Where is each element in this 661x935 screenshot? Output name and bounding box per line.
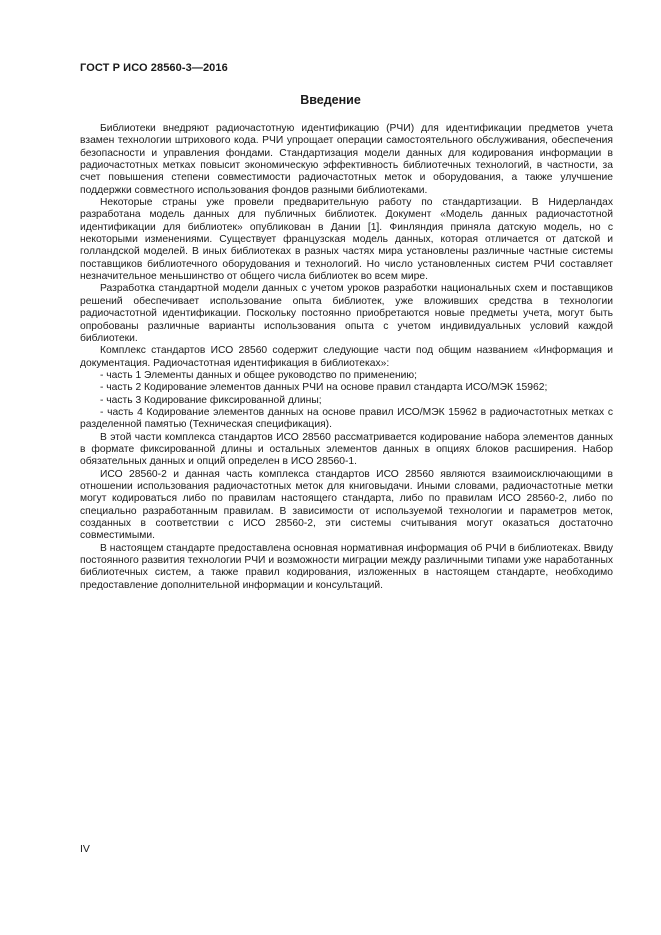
paragraph-exclusivity: ИСО 28560-2 и данная часть комплекса стандартов ИСО 28560 являются взаимоисключающими в отношении использования радиочастотных меток для книговыдачи. Иными словами, радиочастотные метки могут кодироваться либо по правилам настоящего стандарта, либо по правилам ИСО 28560-2, либо по специально разработанным правилам. В зависимости от используемой технологии и параметров меток, созданных в соответствии с ИСО 28560-2, эти системы считывания могут оказаться достаточно совместимыми.	[80, 468, 613, 542]
paragraph-development: Разработка стандартной модели данных с учетом уроков разработки национальных схем и поставщиков решений обеспечивает использование опыта библиотек, уже вложивших средства в технологии радиочастотной идентификации. Поскольку постоянно приобретаются новые предметы учета, могут быть опробованы различные варианты использования опыта с учетом индивидуальных условий каждой библиотеки.	[80, 283, 613, 344]
paragraph-conclusion: В настоящем стандарте предоставлена основная нормативная информация об РЧИ в библиотеках. Ввиду постоянного развития технологии РЧИ и возможности миграции между различными типами уже наработанных библиотечных систем, а также правил кодирования, изложенных в настоящем стандарте, необходимо предоставление дополнительной информации и консультаций.	[80, 542, 613, 591]
section-title: Введение	[300, 93, 361, 107]
paragraph-standardization: Некоторые страны уже провели предварительную работу по стандартизации. В Нидерландах разработана модель данных для публичных библиотек. Документ «Модель данных радиочастотной идентификации для библиотек» опубликован в Дании [1]. Финляндия приняла датскую модель, но с некоторыми изменениями. Существует французская модель данных, которая отличается от датской и голландской моделей. В иных библиотеках в разных частях мира установлены различные частные системы поставщиков библиотечного оборудования и технологий. Но число установленных систем РЧИ составляет незначительное меньшинство от общего числа библиотек во всем мире.	[80, 197, 613, 283]
page-number: IV	[80, 843, 90, 855]
list-item-part-2: - часть 2 Кодирование элементов данных РЧИ на основе правил стандарта ИСО/МЭК 15962;	[100, 382, 548, 394]
paragraph-intro: Библиотеки внедряют радиочастотную идентификацию (РЧИ) для идентификации предметов учета взамен технологии штрихового кода. РЧИ упрощает операции самостоятельного обслуживания, обеспечения безопасности и управления фондами. Стандартизация модели данных для кодирования информации в радиочастотных метках повысит экономическую эффективность библиотечных технологий, в частности, за счет повышения степени совместимости радиочастотных меток и оборудования, а также улучшение поддержки совместного использования фондов разными библиотеками.	[80, 123, 613, 196]
paragraph-scope: В этой части комплекса стандартов ИСО 28560 рассматривается кодирование набора элементов данных в формате фиксированной длины и остальных элементов данных в опциях блоков расширения. Набор обязательных данных и опций определен в ИСО 28560-1.	[80, 431, 613, 468]
list-item-part-1: - часть 1 Элементы данных и общее руководство по применению;	[100, 369, 417, 381]
document-body	[80, 123, 613, 592]
paragraph-parts-intro: Комплекс стандартов ИСО 28560 содержит следующие части под общим названием «Информация и документация. Радиочастотная идентификация в библиотеках»:	[80, 345, 613, 369]
list-item-part-3: - часть 3 Кодирование фиксированной длины;	[100, 394, 322, 406]
list-item-part-4: - часть 4 Кодирование элементов данных на основе правил ИСО/МЭК 15962 в радиочастотных метках с разделенной памятью (Техническая спецификация).	[80, 406, 613, 431]
document-header: ГОСТ Р ИСО 28560-3—2016	[80, 62, 228, 74]
